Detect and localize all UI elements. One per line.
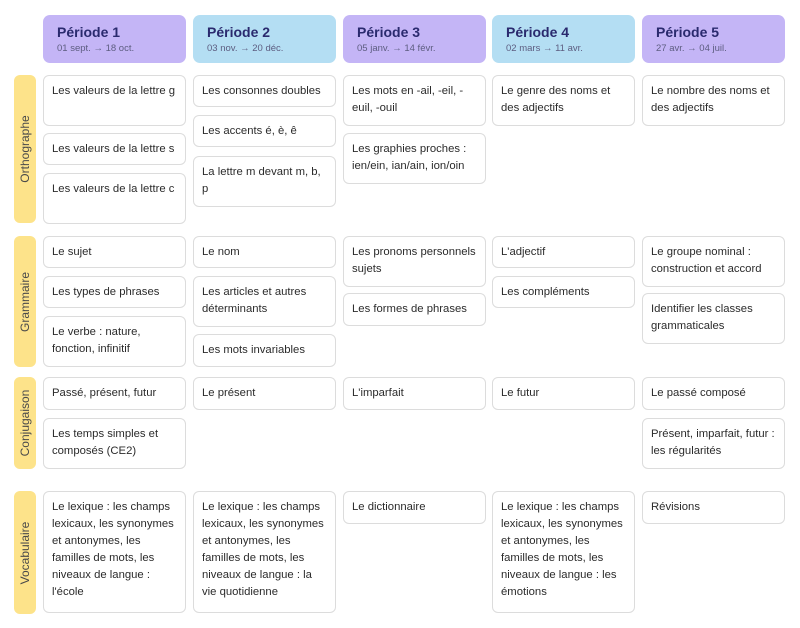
subject-label-vocabulaire <box>14 491 36 614</box>
subject-label-conjugaison <box>14 377 36 469</box>
lesson-card[interactable]: Révisions <box>642 491 785 524</box>
lesson-card[interactable]: Le dictionnaire <box>343 491 486 524</box>
period-title: Période 5 <box>656 24 720 40</box>
period-dates: 03 nov. → 20 déc. <box>207 43 284 54</box>
lesson-card[interactable]: Les compléments <box>492 276 635 308</box>
lesson-card[interactable]: Présent, imparfait, futur : les régularités <box>642 418 785 469</box>
period-dates: 01 sept. → 18 oct. <box>57 43 135 54</box>
lesson-card[interactable]: Le verbe : nature, fonction, infinitif <box>43 316 186 367</box>
lesson-card[interactable]: Le genre des noms et des adjectifs <box>492 75 635 126</box>
lesson-card[interactable]: Les consonnes doubles <box>193 75 336 107</box>
period-dates: 05 janv. → 14 févr. <box>357 43 436 54</box>
lesson-card[interactable]: Le lexique : les champs lexicaux, les synonymes et antonymes, les familles de mots, les niveaux de langue : les émotions <box>492 491 635 613</box>
lesson-card[interactable]: Le groupe nominal : construction et accord <box>642 236 785 287</box>
lesson-card[interactable]: Le lexique : les champs lexicaux, les synonymes et antonymes, les familles de mots, les niveaux de langue : la vie quotidienne <box>193 491 336 613</box>
lesson-card[interactable]: Le sujet <box>43 236 186 268</box>
lesson-card[interactable]: Les valeurs de la lettre g <box>43 75 186 126</box>
subject-label-text: Grammaire <box>18 271 32 332</box>
lesson-card[interactable]: Les mots en -ail, -eil, -euil, -ouil <box>343 75 486 126</box>
lesson-card[interactable]: L'imparfait <box>343 377 486 410</box>
lesson-card[interactable]: Le passé composé <box>642 377 785 410</box>
period-header-5 <box>642 15 785 63</box>
period-header-3 <box>343 15 486 63</box>
lesson-card[interactable]: Les mots invariables <box>193 334 336 367</box>
period-title: Période 2 <box>207 24 271 40</box>
lesson-card[interactable]: Identifier les classes grammaticales <box>642 293 785 344</box>
lesson-card[interactable]: Les types de phrases <box>43 276 186 308</box>
subject-label-orthographe <box>14 75 36 223</box>
lesson-card[interactable]: Les accents é, è, ê <box>193 115 336 147</box>
lesson-card[interactable]: Les formes de phrases <box>343 293 486 326</box>
lesson-card[interactable]: La lettre m devant m, b, p <box>193 156 336 207</box>
lesson-card[interactable]: Le futur <box>492 377 635 410</box>
lesson-card[interactable]: Le lexique : les champs lexicaux, les synonymes et antonymes, les familles de mots, les niveaux de langue : l'école <box>43 491 186 613</box>
period-title: Période 1 <box>57 24 121 40</box>
lesson-card[interactable]: Le nom <box>193 236 336 268</box>
period-header-4 <box>492 15 635 63</box>
subject-label-text: Orthographe <box>18 115 32 183</box>
lesson-card[interactable]: Les temps simples et composés (CE2) <box>43 418 186 469</box>
subject-label-grammaire <box>14 236 36 367</box>
lesson-card[interactable]: Le présent <box>193 377 336 410</box>
lesson-card[interactable]: Les graphies proches : ien/ein, ian/ain, ion/oin <box>343 133 486 184</box>
period-header-1 <box>43 15 186 63</box>
period-title: Période 4 <box>506 24 570 40</box>
lesson-card[interactable]: Les articles et autres déterminants <box>193 276 336 327</box>
lesson-card[interactable]: Les pronoms personnels sujets <box>343 236 486 287</box>
lesson-card[interactable]: Passé, présent, futur <box>43 377 186 410</box>
period-dates: 27 avr. → 04 juil. <box>656 43 727 54</box>
period-dates: 02 mars → 11 avr. <box>506 43 583 54</box>
lesson-card[interactable]: Les valeurs de la lettre s <box>43 133 186 165</box>
lesson-card[interactable]: Les valeurs de la lettre c <box>43 173 186 224</box>
subject-label-text: Conjugaison <box>18 389 32 457</box>
subject-label-text: Vocabulaire <box>18 521 32 584</box>
lesson-card[interactable]: L'adjectif <box>492 236 635 268</box>
lesson-card[interactable]: Le nombre des noms et des adjectifs <box>642 75 785 126</box>
period-title: Période 3 <box>357 24 421 40</box>
period-header-2 <box>193 15 336 63</box>
